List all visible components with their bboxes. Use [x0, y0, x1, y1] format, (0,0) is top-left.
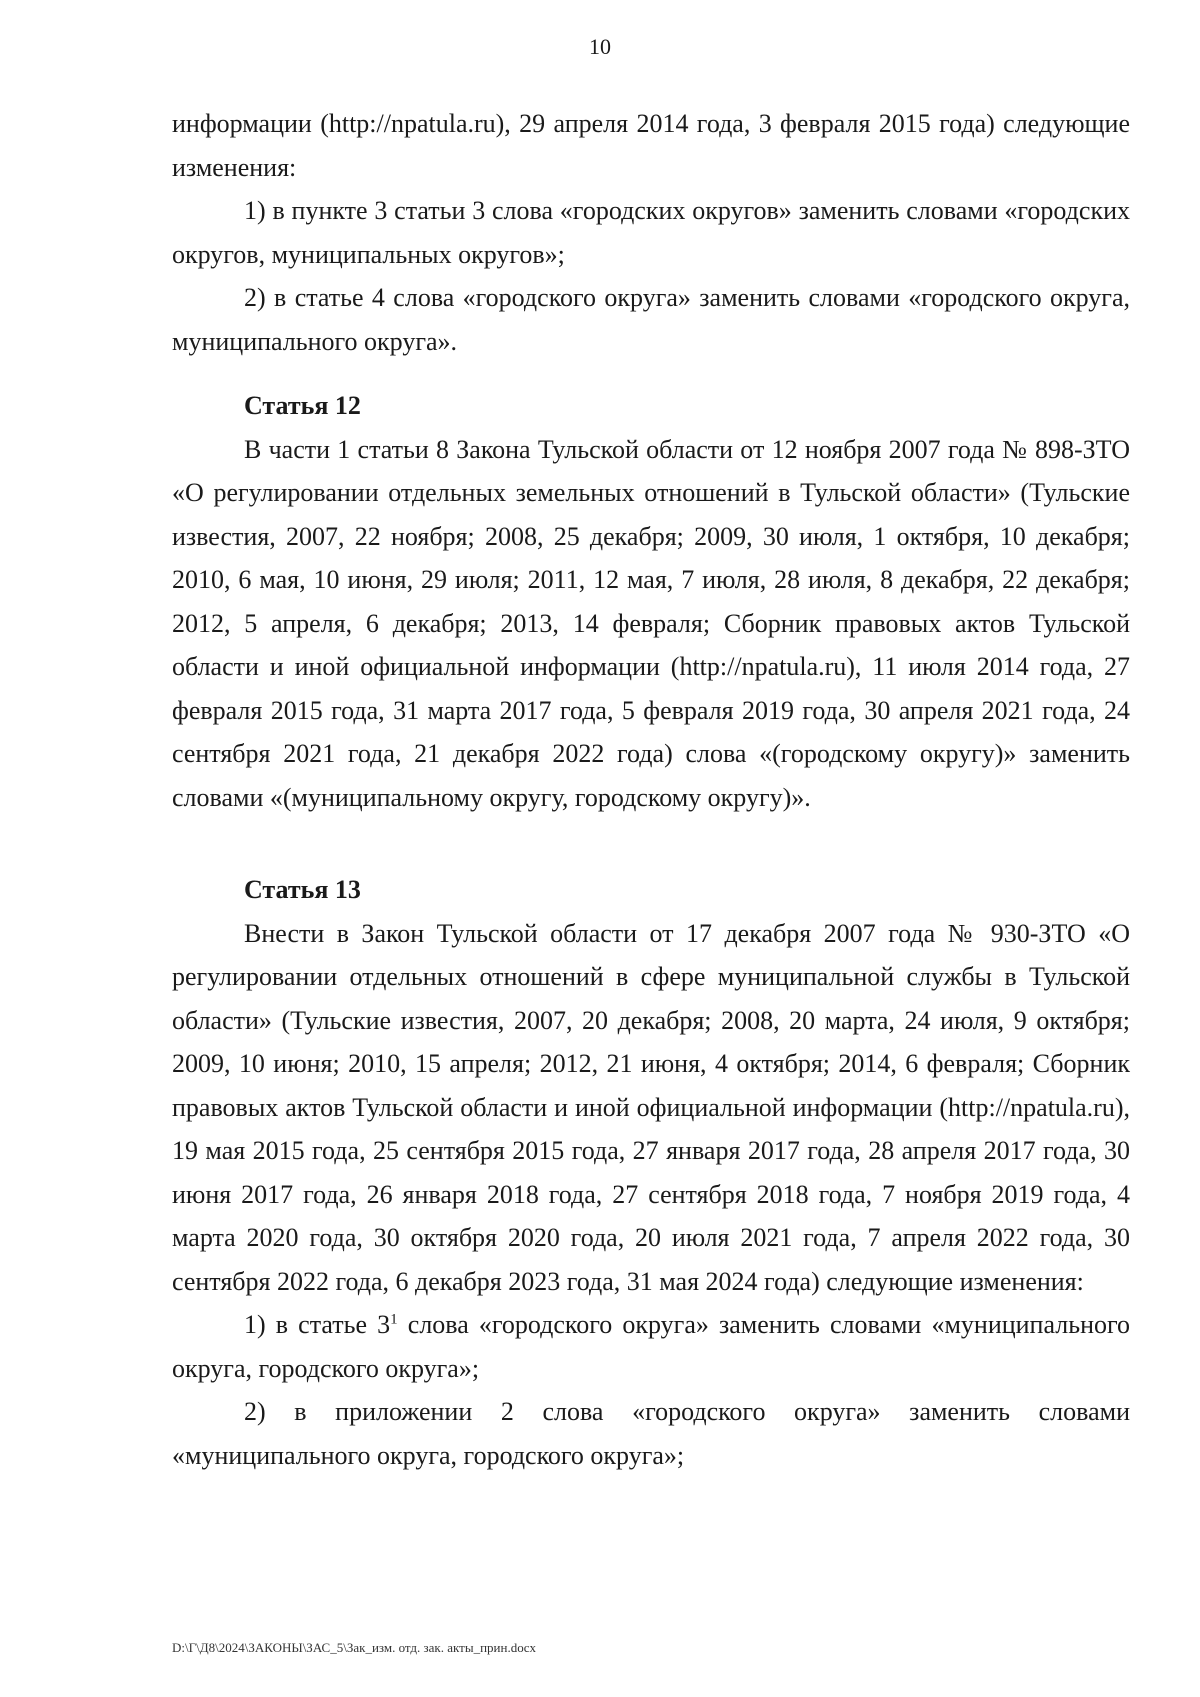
article-13-body: Внести в Закон Тульской области от 17 декабря 2007 года № 930-ЗТО «О регулировании отдельных отношений в сфере муниципальной службы в Тульской области» (Тульские известия, 2007, 20 декабря; 2008, 20 марта, 24 июля, 9 октября; 2009, 10 июня; 2010, 15 апреля; 2012, 21 июня, 4 октября; 2014, 6 февраля; Сборник правовых актов Тульской области и иной официальной информации (http://npatula.ru), 19 мая 2015 года, 25 сентября 2015 года, 27 января 2017 года, 28 апреля 2017 года, 30 июня 2017 года, 26 января 2018 года, 27 сентября 2018 года, 7 ноября 2019 года, 4 марта 2020 года, 30 октября 2020 года, 20 июля 2021 года, 7 апреля 2022 года, 30 сентября 2022 года, 6 декабря 2023 года, 31 мая 2024 года) следующие изменения:: [172, 918, 1130, 1296]
intro-item-1: 1) в пункте 3 статьи 3 слова «городских округов» заменить словами «городских округов, муниципальных округов»;: [172, 196, 1130, 269]
page-number: 10: [589, 34, 611, 59]
article-13-item-1-superscript: 1: [390, 1311, 398, 1328]
article-13-title: Статья 13: [244, 875, 361, 904]
article-13-item-1-prefix: 1) в статье 3: [244, 1310, 391, 1339]
article-13-item-2: 2) в приложении 2 слова «городского округа» заменить словами «муниципального округа, городского округа»;: [172, 1397, 1130, 1470]
article-12-section: [172, 384, 1130, 819]
article-13-section: [172, 868, 1130, 1477]
article-13-item-1: [172, 1303, 1130, 1390]
article-12-title: Статья 12: [244, 391, 361, 420]
footer-file-path: D:\Г\Д8\2024\ЗАКОНЫ\ЗАС_5\Зак_изм. отд. зак. акты_прин.docx: [172, 1640, 536, 1655]
article-12-body: В части 1 статьи 8 Закона Тульской области от 12 ноября 2007 года № 898-ЗТО «О регулировании отдельных земельных отношений в Тульской области» (Тульские известия, 2007, 22 ноября; 2008, 25 декабря; 2009, 30 июля, 1 октября, 10 декабря; 2010, 6 мая, 10 июня, 29 июля; 2011, 12 мая, 7 июля, 28 июля, 8 декабря, 22 декабря; 2012, 5 апреля, 6 декабря; 2013, 14 февраля; Сборник правовых актов Тульской области и иной официальной информации (http://npatula.ru), 11 июля 2014 года, 27 февраля 2015 года, 31 марта 2017 года, 5 февраля 2019 года, 30 апреля 2021 года, 24 сентября 2021 года, 21 декабря 2022 года) слова «(городскому округу)» заменить словами «(муниципальному округу, городскому округу)».: [172, 434, 1130, 812]
intro-section: [172, 102, 1130, 363]
article-13-item-1-suffix: слова «городского округа» заменить словами «муниципального округа, городского округа»;: [172, 1310, 1131, 1383]
intro-continuation-paragraph: информации (http://npatula.ru), 29 апреля 2014 года, 3 февраля 2015 года) следующие изменения:: [172, 109, 1130, 182]
intro-item-2: 2) в статье 4 слова «городского округа» заменить словами «городского округа, муниципального округа».: [172, 283, 1130, 356]
